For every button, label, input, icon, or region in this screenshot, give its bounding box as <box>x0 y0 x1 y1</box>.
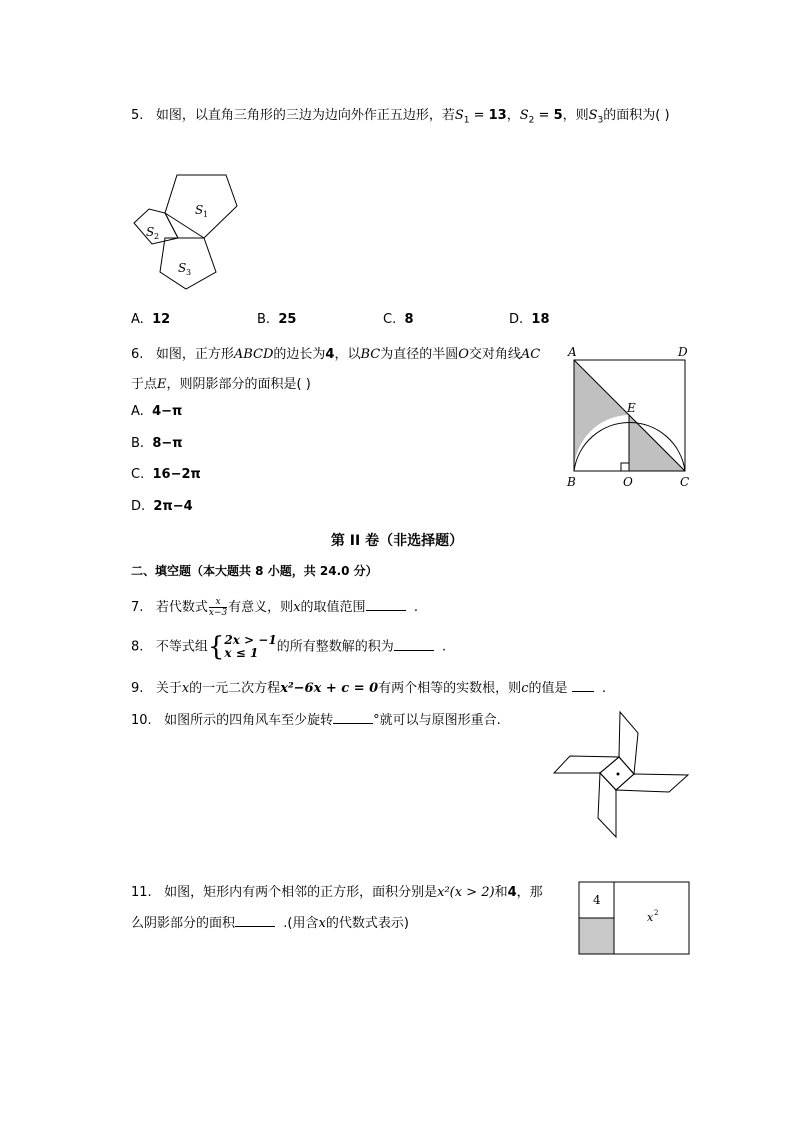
q8-answer-blank[interactable] <box>394 650 434 651</box>
svg-text:2: 2 <box>654 909 659 917</box>
q6-stem-line2: 于点E，则阴影部分的面积是( ) <box>131 377 311 392</box>
q11-stem-line1: 11. 如图，矩形内有两个相邻的正方形，面积分别是x²(x > 2)和4，那 <box>131 885 543 900</box>
q7-answer-blank[interactable] <box>366 610 406 611</box>
q9-stem: 9. 关于x的一元二次方程x²−6x + c = 0有两个相等的实数根，则c的值是 . <box>131 681 607 696</box>
q8-stem: 8. 不等式组{ 2x > −1 x ≤ 1 的所有整数解的积为 . <box>131 632 447 662</box>
shaded-region <box>579 918 614 954</box>
q10-number: 10. <box>131 713 152 728</box>
q9-equation: x²−6x + c = 0 <box>280 681 379 696</box>
label-a: A <box>568 345 577 359</box>
q11-number: 11. <box>131 885 152 900</box>
q5-number: 5. <box>131 108 144 123</box>
q10-answer-blank[interactable] <box>333 723 373 724</box>
q5-pentagon-figure <box>130 168 245 294</box>
q11-stem-line2: 么阴影部分的面积 .(用含x的代数式表示) <box>131 916 409 931</box>
windmill-center-dot <box>617 773 620 776</box>
windmill-blade-top <box>619 712 638 774</box>
q9-number: 9. <box>131 681 144 696</box>
shaded-region-left <box>574 360 629 471</box>
q7-fraction: $\frac{x}{x-3}$ <box>208 597 228 618</box>
label-e: E <box>627 401 636 415</box>
q10-stem: 10. 如图所示的四角风车至少旋转 °就可以与原图形重合. <box>131 713 501 728</box>
q6-option-c[interactable]: C. 16−2π <box>131 467 201 482</box>
q7-number: 7. <box>131 600 144 615</box>
q11-rectangle-figure <box>577 880 692 956</box>
q6-stem-line1: 6. 如图，正方形ABCD的边长为4，以BC为直径的半圆O交对角线AC <box>131 347 541 362</box>
label-big-square: x <box>647 911 654 924</box>
q6-square-figure <box>562 342 702 492</box>
label-s2: S <box>146 225 155 239</box>
label-small-square: 4 <box>593 893 601 907</box>
section-part2-heading: 二、填空题（本大题共 8 小题，共 24.0 分） <box>131 564 378 578</box>
q5-option-c[interactable]: C. 8 <box>383 312 414 327</box>
q11-answer-blank[interactable] <box>235 926 275 927</box>
q6-option-a[interactable]: A. 4−π <box>131 404 183 419</box>
q8-inequality-system: 2x > −1 x ≤ 1 <box>224 633 277 660</box>
q6-option-d[interactable]: D. 2π−4 <box>131 499 193 514</box>
svg-text:3: 3 <box>186 268 192 277</box>
pentagon-s3 <box>160 238 216 289</box>
svg-text:1: 1 <box>203 210 209 219</box>
q6-number: 6. <box>131 347 144 362</box>
q7-stem: 7. 若代数式 $\frac{x}{x-3}$ 有意义，则x的取值范围 . <box>131 597 418 618</box>
q6-option-b[interactable]: B. 8−π <box>131 436 183 451</box>
q8-number: 8. <box>131 639 144 655</box>
windmill-blade-bottom <box>598 773 616 837</box>
label-d: D <box>678 345 688 359</box>
svg-text:2: 2 <box>154 232 160 241</box>
label-c: C <box>680 475 690 489</box>
q5-option-a[interactable]: A. 12 <box>131 312 171 327</box>
label-b: B <box>567 475 576 489</box>
windmill-blade-left <box>554 756 619 773</box>
section-title: 第 II 卷（非选择题） <box>330 533 464 549</box>
q9-answer-blank[interactable] <box>572 691 594 692</box>
label-s1: S <box>195 203 204 217</box>
label-s3: S <box>178 261 187 275</box>
q10-windmill-figure <box>552 710 692 840</box>
q5-option-b[interactable]: B. 25 <box>257 312 297 327</box>
q5-stem: 5. 如图，以直角三角形的三边为边向外作正五边形，若$S_1 = 13$，$S_2 = 5$，则$S_3$的面积为( ) <box>131 108 670 126</box>
windmill-blade-right <box>616 774 688 792</box>
label-o: O <box>623 475 633 489</box>
q5-option-d[interactable]: D. 18 <box>509 312 550 327</box>
